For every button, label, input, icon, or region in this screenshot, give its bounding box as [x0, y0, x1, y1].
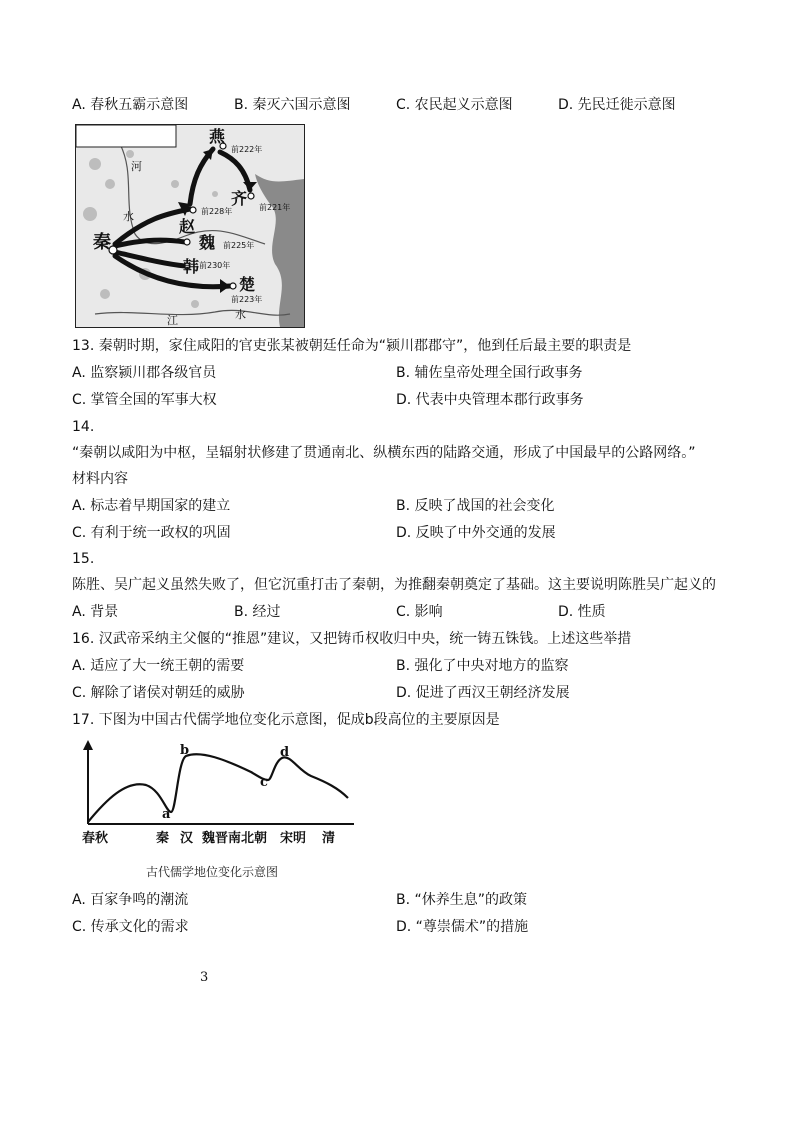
map-label-qin: 秦 — [93, 232, 111, 253]
q15-option-d: D. 性质 — [558, 604, 606, 620]
q16-option-c: C. 解除了诸侯对朝廷的威胁 — [72, 685, 245, 701]
q13-option-b: B. 辅佐皇帝处理全国行政事务 — [396, 365, 583, 381]
map-year-qi: 前221年 — [259, 203, 291, 212]
map-year-wei: 前225年 — [223, 241, 255, 250]
map-year-yan: 前222年 — [231, 145, 263, 154]
map-label-chu: 楚 — [239, 275, 256, 294]
confucianism-status-diagram — [76, 740, 366, 886]
q12-option-a: A. 春秋五霸示意图 — [72, 97, 189, 113]
chu-dot — [230, 283, 236, 289]
status-curve — [88, 754, 348, 822]
q12-option-d: D. 先民迁徙示意图 — [558, 97, 676, 113]
q14-number: 14. — [72, 419, 95, 435]
q13-option-d: D. 代表中央管理本郡行政事务 — [396, 392, 584, 408]
map-label-river-shui2: 水 — [235, 308, 246, 321]
q13-option-c: C. 掌管全国的军事大权 — [72, 392, 217, 408]
point-label-c: c — [260, 775, 268, 790]
q16-option-d: D. 促进了西汉王朝经济发展 — [396, 685, 570, 701]
q12-option-b: B. 秦灭六国示意图 — [234, 97, 351, 113]
q17-stem: 17. 下图为中国古代儒学地位变化示意图，促成b段高位的主要原因是 — [72, 712, 500, 728]
diagram-caption: 古代儒学地位变化示意图 — [146, 865, 279, 879]
point-label-a: a — [162, 807, 171, 822]
point-label-b: b — [180, 743, 190, 758]
axis-label-weijin: 魏晋南北朝 — [202, 831, 268, 846]
q12-option-c: C. 农民起义示意图 — [396, 97, 513, 113]
q17-option-b: B. “休养生息”的政策 — [396, 892, 528, 908]
q15-option-b: B. 经过 — [234, 604, 281, 620]
map-label-han: 韩 — [183, 257, 200, 276]
q17-option-d: D. “尊崇儒术”的措施 — [396, 919, 529, 935]
map-label-wei: 魏 — [199, 233, 216, 252]
axis-label-songming: 宋明 — [280, 831, 307, 846]
map-label-zhao: 赵 — [179, 217, 196, 236]
qin-conquest-map — [75, 124, 305, 328]
wei-dot — [184, 239, 190, 245]
q14-quote: “秦朝以咸阳为中枢，呈辐射状修建了贯通南北、纵横东西的陆路交通，形成了中国最早的公路网络。” — [72, 445, 696, 461]
q16-option-a: A. 适应了大一统王朝的需要 — [72, 658, 245, 674]
y-axis-arrow — [83, 740, 93, 750]
map-label-river-he: 河 — [131, 160, 142, 173]
q16-option-b: B. 强化了中央对地方的监察 — [396, 658, 569, 674]
map-label-qi: 齐 — [231, 189, 248, 208]
map-legend-box — [76, 125, 176, 147]
axis-label-chunqiu: 春秋 — [82, 831, 109, 846]
q16-stem: 16. 汉武帝采纳主父偃的“推恩”建议，又把铸币权收归中央，统一铸五铢钱。上述这些举措 — [72, 631, 632, 647]
q13-option-a: A. 监察颍川郡各级官员 — [72, 365, 217, 381]
map-year-han: 前230年 — [199, 261, 231, 270]
q14-option-c: C. 有利于统一政权的巩固 — [72, 525, 231, 541]
q17-option-c: C. 传承文化的需求 — [72, 919, 189, 935]
q13-stem: 13. 秦朝时期，家住咸阳的官吏张某被朝廷任命为“颍川郡郡守”，他到任后最主要的职责是 — [72, 338, 632, 354]
map-label-river-jiang: 江 — [167, 314, 178, 327]
q14-option-a: A. 标志着早期国家的建立 — [72, 498, 231, 514]
map-year-chu: 前223年 — [231, 295, 263, 304]
page-number: 3 — [200, 970, 209, 985]
q15-number: 15. — [72, 551, 95, 567]
map-label-yan: 燕 — [209, 127, 226, 146]
axis-label-qing: 清 — [322, 831, 336, 846]
q15-option-a: A. 背景 — [72, 604, 119, 620]
axis-label-han: 汉 — [180, 831, 194, 846]
q17-option-a: A. 百家争鸣的潮流 — [72, 892, 189, 908]
point-label-d: d — [280, 745, 290, 760]
axis-label-qin: 秦 — [156, 831, 170, 846]
q14-option-d: D. 反映了中外交通的发展 — [396, 525, 556, 541]
q14-option-b: B. 反映了战国的社会变化 — [396, 498, 555, 514]
q15-stem: 陈胜、吴广起义虽然失败了，但它沉重打击了秦朝，为推翻秦朝奠定了基础。这主要说明陈胜吴广起义的 — [72, 577, 716, 593]
zhao-dot — [190, 207, 196, 213]
qi-dot — [248, 193, 254, 199]
map-year-zhao: 前228年 — [201, 207, 233, 216]
q15-option-c: C. 影响 — [396, 604, 443, 620]
map-label-river-shui: 水 — [123, 210, 134, 223]
q14-stem: 材料内容 — [72, 471, 128, 487]
